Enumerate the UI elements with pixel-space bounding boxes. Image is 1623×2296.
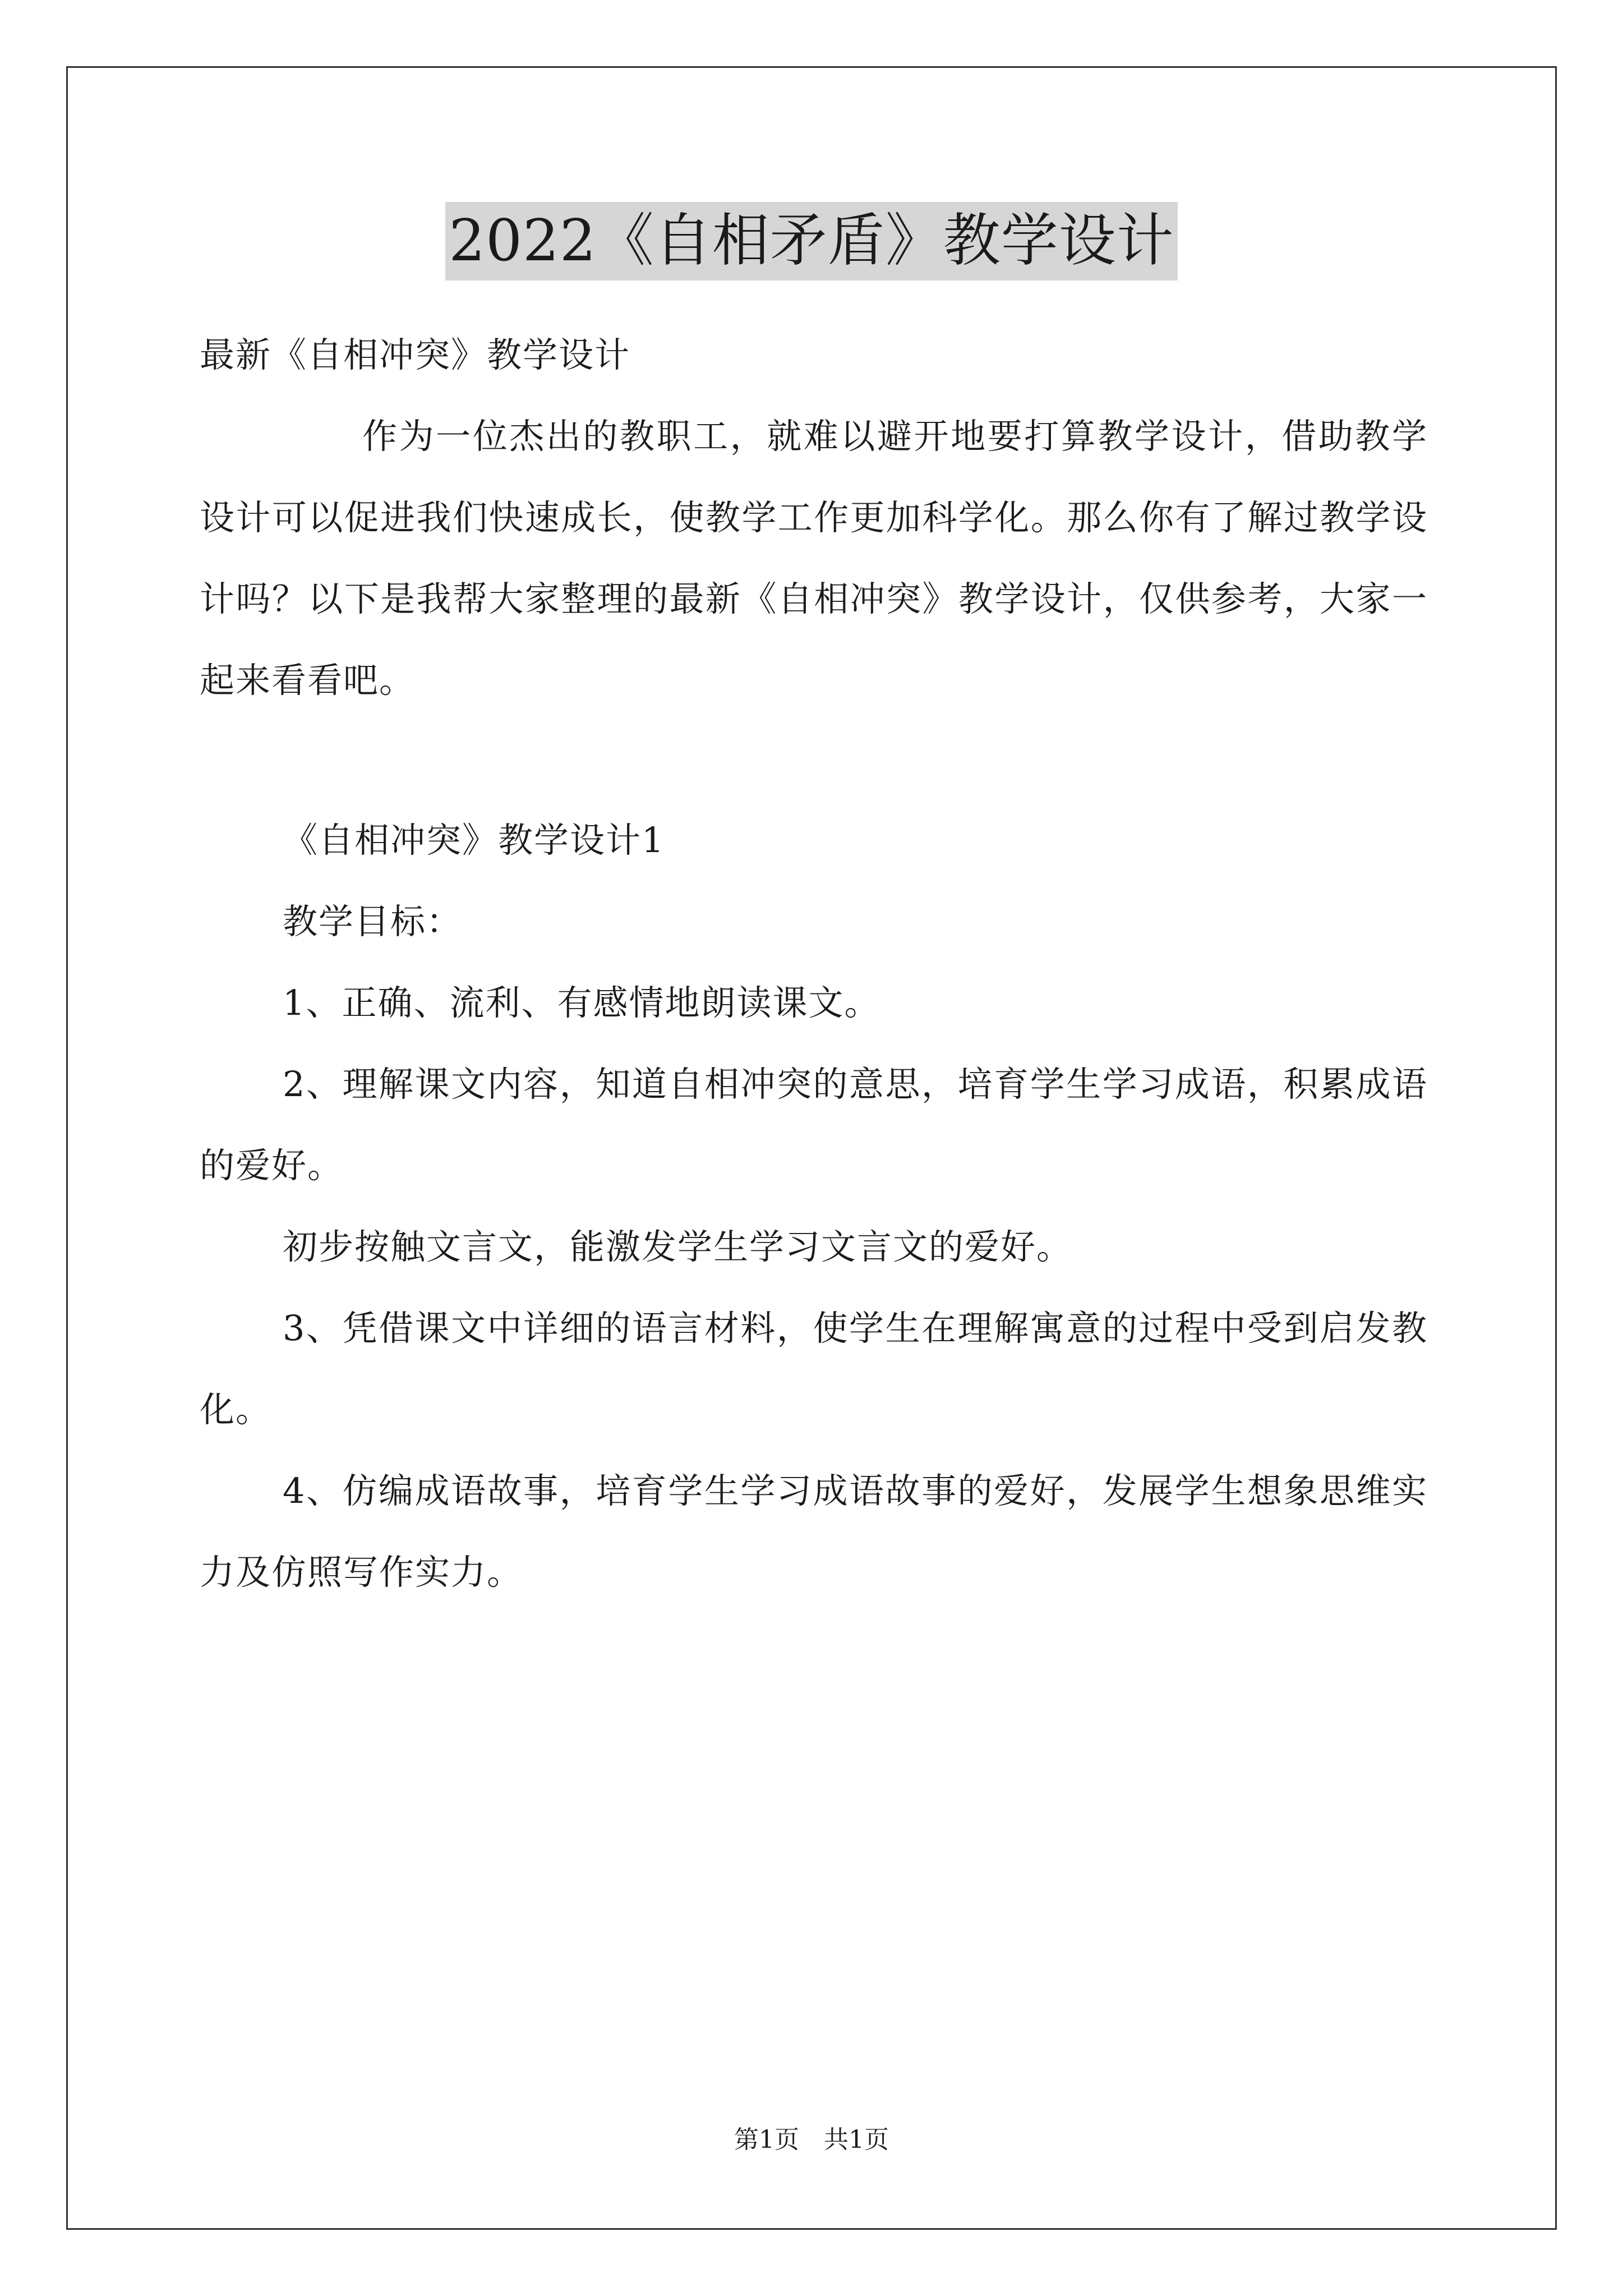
document-body [200, 314, 1428, 1613]
document-title: 2022《自相矛盾》教学设计 [445, 202, 1178, 280]
section-heading: 《自相冲突》教学设计1 [283, 820, 665, 861]
objective-item-1: 1、正确、流利、有感情地朗读课文。 [283, 982, 880, 1023]
subtitle-paragraph: 最新《自相冲突》教学设计 [200, 334, 631, 375]
page-total: 共1页 [824, 2125, 889, 2154]
objective-item-4: 4、仿编成语故事，培育学生学习成语故事的爱好，发展学生想象思维实力及仿照写作实力。 [200, 1470, 1428, 1593]
objective-note: 初步按触文言文，能激发学生学习文言文的爱好。 [283, 1226, 1073, 1267]
objective-item-3: 3、凭借课文中详细的语言材料，使学生在理解寓意的过程中受到启发教化。 [200, 1308, 1428, 1430]
objective-item-2: 2、理解课文内容，知道自相冲突的意思，培育学生学习成语，积累成语的爱好。 [200, 1064, 1428, 1186]
page-number: 第1页 [734, 2125, 799, 2154]
title-container [0, 202, 1623, 280]
objectives-heading: 教学目标： [283, 901, 463, 942]
intro-paragraph: 作为一位杰出的教职工，就难以避开地要打算教学设计，借助教学设计可以促进我们快速成长，使教学工作更加科学化。那么你有了解过教学设计吗？以下是我帮大家整理的最新《自相冲突》教学设计，仅供参考，大家一起来看看吧。 [200, 416, 1428, 701]
page-footer [0, 2123, 1623, 2157]
